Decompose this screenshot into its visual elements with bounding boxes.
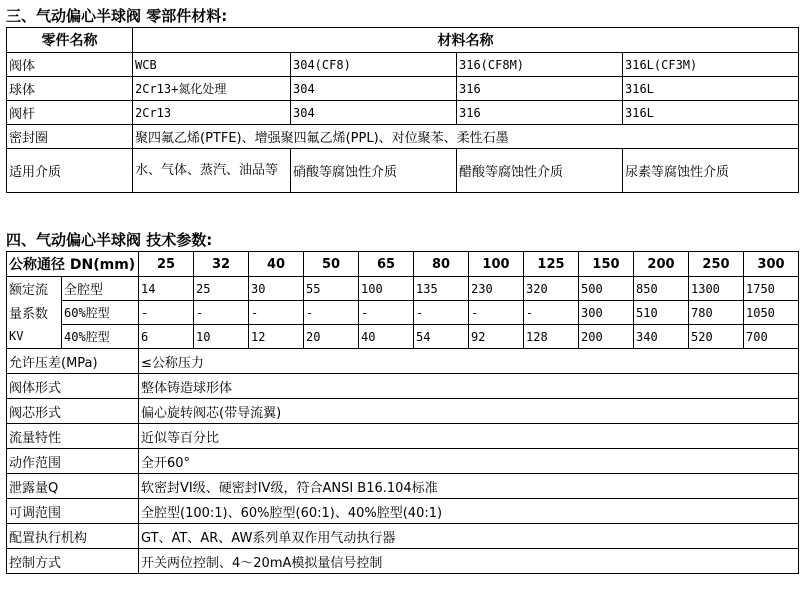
kv-value: - [249,301,304,325]
spec-value: 开关两位控制、4～20mA模拟量信号控制 [139,549,799,574]
spec-row [7,424,799,449]
dn-value: 250 [689,252,744,277]
section4-title: 四、气动偏心半球阀 技术参数: [6,231,213,249]
kv-value: - [469,301,524,325]
kv-value: 300 [579,301,634,325]
kv-value: 200 [579,325,634,349]
kv-value: 6 [139,325,194,349]
seal-material: 聚四氟乙烯(PTFE)、增强聚四氟乙烯(PPL)、对位聚苯、柔性石墨 [133,125,799,149]
table-row [7,53,799,77]
flow-label-line1: 额定流 [7,277,62,301]
dn-value: 50 [304,252,359,277]
kv-value: 128 [524,325,579,349]
spec-value: 偏心旋转阀芯(带导流翼) [139,399,799,424]
dn-value: 125 [524,252,579,277]
spec-label: 流量特性 [7,424,139,449]
header-part-name: 零件名称 [7,28,133,53]
dn-value: 200 [634,252,689,277]
spec-value: ≤公称压力 [139,349,799,374]
table-row [7,125,799,149]
kv-value: 25 [194,277,249,301]
flow-40-row [7,325,799,349]
spec-row [7,524,799,549]
spec-label: 可调范围 [7,499,139,524]
dn-value: 150 [579,252,634,277]
kv-value: 55 [304,277,359,301]
full-cavity-label: 全腔型 [62,277,139,301]
kv-value: 92 [469,325,524,349]
part-name: 阀杆 [7,101,133,125]
dn-value: 32 [194,252,249,277]
spec-label: 配置执行机构 [7,524,139,549]
kv-value: 100 [359,277,414,301]
kv-value: 1750 [744,277,799,301]
material-cell: 316 [457,101,623,125]
flow-60-row [7,301,799,325]
material-cell: 316(CF8M) [457,53,623,77]
kv-value: 500 [579,277,634,301]
dn-label: 公称通径 DN(mm) [7,252,139,277]
spec-value: 全腔型(100:1)、60%腔型(60:1)、40%腔型(40:1) [139,499,799,524]
kv-value: 1050 [744,301,799,325]
kv-value: - [524,301,579,325]
kv-value: - [139,301,194,325]
kv-value: - [194,301,249,325]
material-cell: 304 [291,101,457,125]
media-cell: 尿素等腐蚀性介质 [623,149,799,193]
media-cell: 醋酸等腐蚀性介质 [457,149,623,193]
kv-value: 230 [469,277,524,301]
kv-value: 850 [634,277,689,301]
kv-value: 12 [249,325,304,349]
flow-label-line2: 量系数 [7,301,62,325]
part-name: 适用介质 [7,149,133,193]
table-row [7,101,799,125]
spec-label: 阀体形式 [7,374,139,399]
material-cell: 2Cr13 [133,101,291,125]
spec-label: 允许压差(MPa) [7,349,139,374]
spec-row [7,549,799,574]
spec-value: 软密封VI级、硬密封IV级，符合ANSI B16.104标准 [139,474,799,499]
kv-value: 700 [744,325,799,349]
media-cell: 水、气体、蒸汽、油品等 [133,149,291,193]
kv-value: - [359,301,414,325]
spec-value: GT、AT、AR、AW系列单双作用气动执行器 [139,524,799,549]
section3-title: 三、气动偏心半球阀 零部件材料: [6,7,228,25]
table-row [7,149,799,193]
p40-cavity-label: 40%腔型 [62,325,139,349]
kv-value: 320 [524,277,579,301]
kv-value: 14 [139,277,194,301]
kv-value: 135 [414,277,469,301]
spec-label: 动作范围 [7,449,139,474]
spec-row [7,499,799,524]
part-name: 阀体 [7,53,133,77]
kv-value: 10 [194,325,249,349]
kv-value: 1300 [689,277,744,301]
flow-label-line3: KV [7,325,62,349]
dn-value: 65 [359,252,414,277]
spec-value: 整体铸造球形体 [139,374,799,399]
dn-value: 100 [469,252,524,277]
kv-value: 40 [359,325,414,349]
material-cell: WCB [133,53,291,77]
material-cell: 316L [623,101,799,125]
part-name: 球体 [7,77,133,101]
kv-value: 340 [634,325,689,349]
spec-row [7,374,799,399]
spec-value: 近似等百分比 [139,424,799,449]
dn-row [7,252,799,277]
header-material-name: 材料名称 [133,28,799,53]
p60-cavity-label: 60%腔型 [62,301,139,325]
tech-params-table [6,251,799,574]
spec-row [7,474,799,499]
material-cell: 304(CF8) [291,53,457,77]
spec-label: 控制方式 [7,549,139,574]
kv-value: - [414,301,469,325]
spec-label: 泄露量Q [7,474,139,499]
spec-row [7,399,799,424]
kv-value: 30 [249,277,304,301]
kv-value: - [304,301,359,325]
material-cell: 2Cr13+氮化处理 [133,77,291,101]
spec-row [7,349,799,374]
material-cell: 316L [623,77,799,101]
spec-value: 全开60° [139,449,799,474]
table-row [7,77,799,101]
dn-value: 80 [414,252,469,277]
flow-full-row [7,277,799,301]
materials-table [6,27,799,193]
dn-value: 25 [139,252,194,277]
material-cell: 316 [457,77,623,101]
kv-value: 520 [689,325,744,349]
dn-value: 300 [744,252,799,277]
material-cell: 304 [291,77,457,101]
kv-value: 20 [304,325,359,349]
part-name: 密封圈 [7,125,133,149]
media-cell: 硝酸等腐蚀性介质 [291,149,457,193]
dn-value: 40 [249,252,304,277]
kv-value: 780 [689,301,744,325]
spec-label: 阀芯形式 [7,399,139,424]
material-cell: 316L(CF3M) [623,53,799,77]
spec-row [7,449,799,474]
kv-value: 510 [634,301,689,325]
kv-value: 54 [414,325,469,349]
